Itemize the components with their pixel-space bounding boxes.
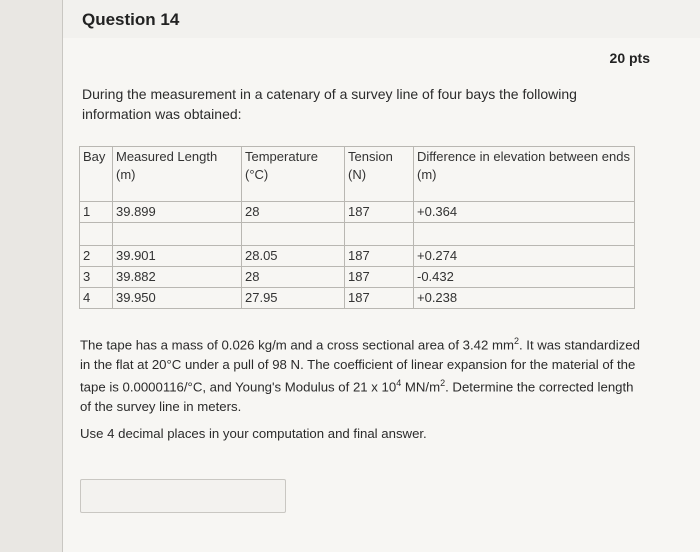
cell-bay: 1 (80, 202, 113, 223)
problem-text-2: . It was standardized in the flat at 20°C under a pull of 98 N. The coefficient of linear expansion for the material of the tape is 0.0000116/°C, and Young's Modulus of 21 x 10 (80, 337, 640, 395)
cell-tension: 187 (345, 246, 414, 267)
cell-tension: 187 (345, 202, 414, 223)
cell-temperature: 28.05 (242, 246, 345, 267)
table-spacer-row (80, 223, 635, 246)
cell-temperature: 27.95 (242, 288, 345, 309)
superscript: 2 (440, 378, 446, 389)
problem-text-3: MN/m (401, 379, 441, 395)
header-bay: Bay (80, 147, 113, 202)
points-label: 20 pts (609, 50, 650, 66)
superscript: 4 (396, 378, 402, 389)
cell-difference: -0.432 (414, 267, 635, 288)
cell-bay: 2 (80, 246, 113, 267)
cell-difference: +0.274 (414, 246, 635, 267)
cell-empty (80, 223, 113, 246)
cell-difference: +0.238 (414, 288, 635, 309)
header-measured-length: Measured Length (m) (113, 147, 242, 202)
answer-input[interactable] (80, 479, 286, 513)
cell-temperature: 28 (242, 267, 345, 288)
cell-tension: 187 (345, 288, 414, 309)
cell-empty (345, 223, 414, 246)
superscript: 2 (513, 336, 519, 346)
cell-bay: 4 (80, 288, 113, 309)
question-title: Question 14 (82, 10, 180, 29)
table-row (80, 288, 635, 309)
header-tension: Tension (N) (345, 147, 414, 202)
cell-empty (242, 223, 345, 246)
cell-length: 39.901 (113, 246, 242, 267)
header-elevation-difference: Difference in elevation between ends (m) (414, 147, 635, 202)
cell-bay: 3 (80, 267, 113, 288)
problem-text-1: The tape has a mass of 0.026 kg/m and a cross sectional area of 3.42 mm (80, 337, 514, 353)
table-row (80, 246, 635, 267)
cell-tension: 187 (345, 267, 414, 288)
problem-statement (80, 332, 640, 417)
problem-text-4: . Determine the corrected length of the survey line in meters. (80, 379, 634, 415)
header-temperature: Temperature (°C) (242, 147, 345, 202)
cell-length: 39.882 (113, 267, 242, 288)
question-intro: During the measurement in a catenary of a survey line of four bays the following information was obtained: (82, 86, 577, 122)
precision-instruction: Use 4 decimal places in your computation and final answer. (80, 425, 427, 441)
measurement-table (79, 146, 635, 309)
cell-empty (113, 223, 242, 246)
question-body (80, 332, 640, 443)
table-header-row (80, 147, 635, 202)
cell-difference: +0.364 (414, 202, 635, 223)
cell-temperature: 28 (242, 202, 345, 223)
table-row (80, 267, 635, 288)
cell-length: 39.950 (113, 288, 242, 309)
cell-empty (414, 223, 635, 246)
table-row (80, 202, 635, 223)
cell-length: 39.899 (113, 202, 242, 223)
